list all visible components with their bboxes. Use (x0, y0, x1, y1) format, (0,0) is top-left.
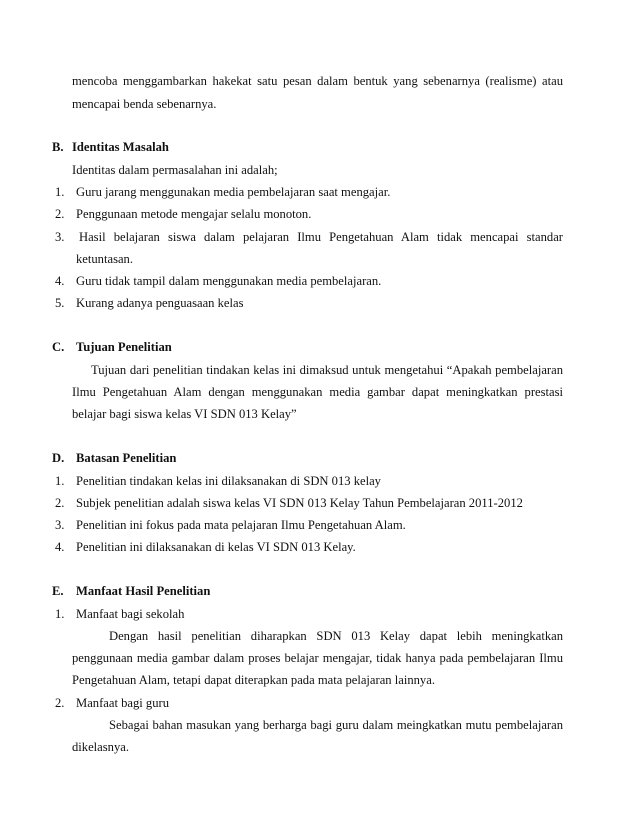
section-d-item-1-num: 1. (55, 474, 65, 488)
section-d-item-3-text: Penelitian ini fokus pada mata pelajaran Ilmu Pengetahuan Alam. (76, 518, 406, 532)
section-d-item-4-num: 4. (55, 540, 65, 554)
section-b-item-2-num: 2. (55, 207, 65, 221)
intro-line-2: mencapai benda sebenarnya. (72, 97, 217, 111)
intro-line-1: mencoba menggambarkan hakekat satu pesan dalam bentuk yang sebenarnya (realisme) atau (72, 74, 563, 88)
section-c-line-3: belajar bagi siswa kelas VI SDN 013 Kelay” (72, 407, 297, 421)
section-c-letter: C. (52, 340, 65, 354)
section-b-item-4-text: Guru tidak tampil dalam menggunakan media pembelajaran. (76, 274, 382, 288)
section-b-item-3-continuation: ketuntasan. (76, 252, 134, 266)
section-d-item-1-text: Penelitian tindakan kelas ini dilaksanakan di SDN 013 kelay (76, 474, 381, 488)
section-d-title: Batasan Penelitian (76, 451, 177, 465)
section-e-item-2-line-2: dikelasnya. (72, 740, 130, 754)
section-d-item-2-text: Subjek penelitian adalah siswa kelas VI SDN 013 Kelay Tahun Pembelajaran 2011-2012 (76, 496, 523, 510)
section-c-title: Tujuan Penelitian (76, 340, 172, 354)
section-e-item-2-title: Manfaat bagi guru (76, 696, 170, 710)
section-e-letter: E. (52, 584, 64, 598)
section-b-lead: Identitas dalam permasalahan ini adalah; (72, 163, 278, 177)
section-d-letter: D. (52, 451, 65, 465)
section-b-item-4-num: 4. (55, 274, 65, 288)
section-b-item-3-num: 3. (55, 230, 65, 244)
section-e-item-1-line-3: Pengetahuan Alam, tetapi dapat diterapkan pada mata pelajaran lainnya. (72, 673, 435, 687)
section-e-item-2-num: 2. (55, 696, 65, 710)
section-b-item-5-num: 5. (55, 296, 65, 310)
section-e-item-1-title: Manfaat bagi sekolah (76, 607, 185, 621)
section-b-item-5-text: Kurang adanya penguasaan kelas (76, 296, 244, 310)
section-e-item-1-line-1: Dengan hasil penelitian diharapkan SDN 013 Kelay dapat lebih meningkatkan (109, 629, 563, 643)
section-b-item-2-text: Penggunaan metode mengajar selalu monoton. (76, 207, 312, 221)
section-e-item-1-line-2: penggunaan media gambar dalam proses belajar mengajar, tidak hanya pada pembelajaran Ilmu (72, 651, 563, 665)
section-b-item-1-text: Guru jarang menggunakan media pembelajaran saat mengajar. (76, 185, 391, 199)
section-e-title: Manfaat Hasil Penelitian (76, 584, 211, 598)
section-e-item-2-line-1: Sebagai bahan masukan yang berharga bagi guru dalam meingkatkan mutu pembelajaran (109, 718, 563, 732)
section-b-letter: B. (52, 140, 64, 154)
section-b-item-3-text: Hasil belajaran siswa dalam pelajaran Ilmu Pengetahuan Alam tidak mencapai standar (79, 230, 563, 244)
section-b-item-1-num: 1. (55, 185, 65, 199)
section-d-item-3-num: 3. (55, 518, 65, 532)
section-e-item-1-num: 1. (55, 607, 65, 621)
section-c-line-2: Ilmu Pengetahuan Alam dengan menggunakan media gambar dapat meningkatkan prestasi (72, 385, 563, 399)
section-d-item-2-num: 2. (55, 496, 65, 510)
section-d-item-4-text: Penelitian ini dilaksanakan di kelas VI SDN 013 Kelay. (76, 540, 356, 554)
section-b-title: Identitas Masalah (72, 140, 169, 154)
section-c-line-1: Tujuan dari penelitian tindakan kelas ini dimaksud untuk mengetahui “Apakah pembelajaran (91, 363, 563, 377)
